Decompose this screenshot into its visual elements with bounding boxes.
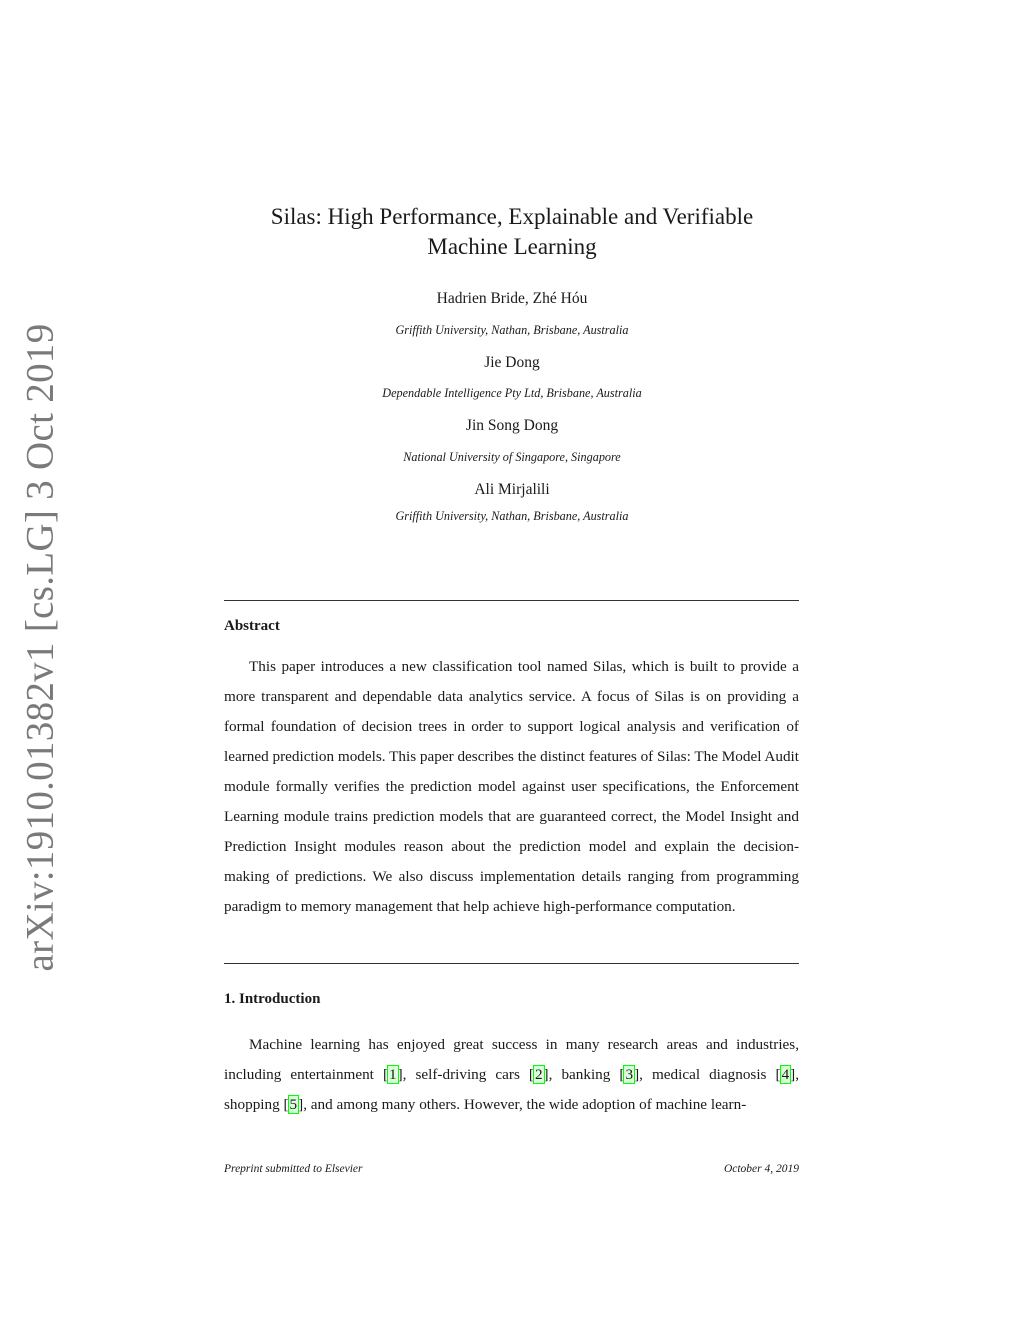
abstract-top-rule	[224, 600, 799, 601]
citation-link-2[interactable]: 2	[534, 1066, 543, 1083]
intro-text-3: ], banking [	[543, 1066, 625, 1083]
author-names-2: Jie Dong	[484, 354, 540, 371]
title-line-2: Machine Learning	[427, 234, 597, 259]
affiliation-2: Dependable Intelligence Pty Ltd, Brisbane, Australia	[382, 386, 642, 400]
author-names-1: Hadrien Bride, Zhé Hóu	[436, 290, 588, 307]
abstract-heading: Abstract	[224, 618, 280, 634]
introduction-paragraph	[224, 1030, 799, 1120]
introduction-heading: 1. Introduction	[224, 991, 321, 1007]
author-names-4: Ali Mirjalili	[474, 481, 550, 498]
abstract-text: This paper introduces a new classification tool named Silas, which is built to provide a more transparent and dependable data analytics service. A focus of Silas is on providing a formal foundation of decision trees in order to support logical analysis and verification of learned prediction models. This paper describes the distinct features of Silas: The Model Audit module formally verifies the prediction model against user specifications, the Enforcement Learning module trains prediction models that are guaranteed correct, the Model Insight and Prediction Insight modules reason about the prediction model and explain the decision-making of predictions. We also discuss implementation details ranging from programming paradigm to memory management that help achieve high-performance computation.	[224, 658, 799, 915]
paper-title	[212, 202, 812, 262]
citation-link-3[interactable]: 3	[625, 1066, 634, 1083]
affiliation-1: Griffith University, Nathan, Brisbane, Australia	[395, 323, 629, 337]
author-names-3: Jin Song Dong	[465, 417, 559, 434]
footer-date: October 4, 2019	[723, 1163, 799, 1175]
citation-link-4[interactable]: 4	[781, 1066, 790, 1083]
abstract-bottom-rule	[224, 963, 799, 964]
intro-text-5: ], shopping [	[224, 1066, 800, 1113]
footer-preprint-note: Preprint submitted to Elsevier	[224, 1163, 363, 1175]
title-line-1: Silas: High Performance, Explainable and Verifiable	[270, 204, 754, 229]
intro-text-4: ], medical diagnosis [	[634, 1066, 781, 1083]
arxiv-identifier	[10, 323, 70, 971]
citation-link-1[interactable]: 1	[389, 1066, 397, 1083]
arxiv-identifier-text: arXiv:1910.01382v1 [cs.LG] 3 Oct 2019	[18, 323, 62, 971]
citation-link-5[interactable]: 5	[289, 1096, 298, 1113]
intro-text-6: ], and among many others. However, the wide adoption of machine learn-	[298, 1096, 747, 1113]
intro-text-2: ], self-driving cars [	[397, 1066, 534, 1083]
affiliation-4: Griffith University, Nathan, Brisbane, Australia	[395, 509, 629, 523]
affiliation-3: National University of Singapore, Singapore	[403, 450, 621, 464]
intro-text-1: Machine learning has enjoyed great success in many research areas and industries, including entertainment [	[224, 1036, 799, 1083]
